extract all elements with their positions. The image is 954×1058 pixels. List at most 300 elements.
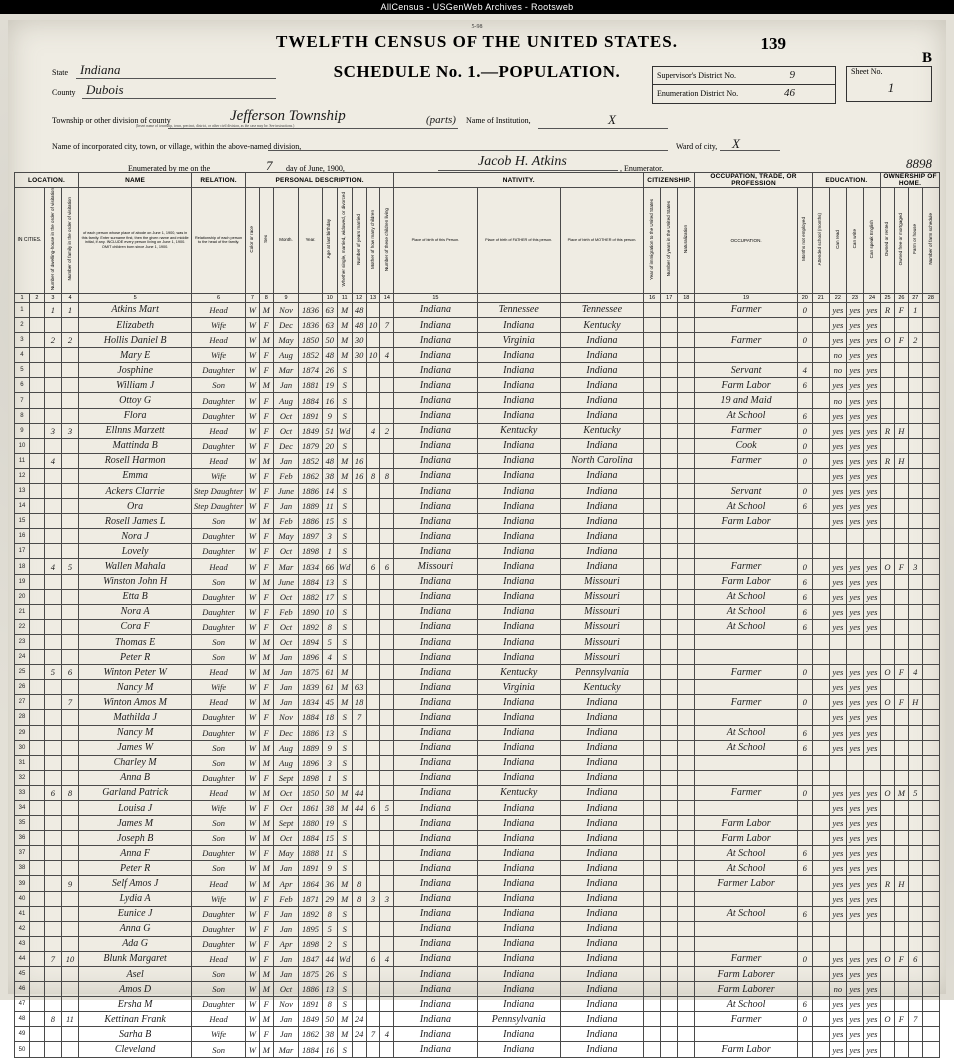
- column-number: 25: [881, 293, 895, 302]
- line-number: 50: [15, 1042, 30, 1057]
- farm-or-house: [908, 725, 922, 740]
- dwelling-number: [44, 529, 61, 544]
- children-born: [366, 982, 380, 997]
- line-number: 10: [15, 438, 30, 453]
- can-read: [829, 544, 846, 559]
- can-write: yes: [846, 906, 863, 921]
- birthplace-mother: Indiana: [560, 785, 643, 800]
- relationship: Son: [192, 514, 246, 529]
- birthplace-father: Indiana: [477, 499, 560, 514]
- can-read: yes: [829, 665, 846, 680]
- race: W: [245, 604, 259, 619]
- year-immigration: [644, 770, 661, 785]
- children-born: [366, 574, 380, 589]
- owned-rented: [881, 906, 895, 921]
- occupation: Farm Laborer: [695, 982, 797, 997]
- relationship: Daughter: [192, 393, 246, 408]
- birthplace-mother: Indiana: [560, 514, 643, 529]
- year-immigration: [644, 846, 661, 861]
- birth-year: 1850: [299, 333, 322, 348]
- can-write: yes: [846, 333, 863, 348]
- birthplace-mother: Indiana: [560, 891, 643, 906]
- birth-year: 1898: [299, 544, 322, 559]
- person-name: Emma: [79, 468, 192, 483]
- county-rule: [82, 98, 276, 99]
- months-not-employed: [797, 634, 812, 649]
- birthplace-mother: Indiana: [560, 936, 643, 951]
- dwelling-number: 7: [44, 951, 61, 966]
- years-in-us: [661, 740, 678, 755]
- years-in-us: [661, 785, 678, 800]
- can-read: yes: [829, 1027, 846, 1042]
- birthplace-mother: Kentucky: [560, 680, 643, 695]
- can-speak-english: [863, 936, 880, 951]
- person-name: Peter R: [79, 861, 192, 876]
- birth-month: Mar: [273, 559, 299, 574]
- can-write: yes: [846, 710, 863, 725]
- years-married: 44: [352, 800, 366, 815]
- race: W: [245, 438, 259, 453]
- dwelling-number: [44, 378, 61, 393]
- children-living: [380, 589, 394, 604]
- owned-rented: [881, 1027, 895, 1042]
- enumerator-name: Jacob H. Atkins: [478, 154, 567, 169]
- house-number: [29, 634, 44, 649]
- year-immigration: [644, 634, 661, 649]
- birth-year: 1884: [299, 393, 322, 408]
- dwelling-number: 8: [44, 1012, 61, 1027]
- year-immigration: [644, 785, 661, 800]
- naturalization: [678, 891, 695, 906]
- owned-rented: R: [881, 423, 895, 438]
- relationship: Daughter: [192, 589, 246, 604]
- owned-free-mortgaged: M: [894, 785, 908, 800]
- years-in-us: [661, 619, 678, 634]
- relationship: Son: [192, 861, 246, 876]
- owned-free-mortgaged: [894, 619, 908, 634]
- months-school: [812, 816, 829, 831]
- birthplace-father: Indiana: [477, 846, 560, 861]
- occupation: [695, 710, 797, 725]
- owned-free-mortgaged: [894, 831, 908, 846]
- family-number: [61, 468, 78, 483]
- farm-schedule-number: [922, 499, 939, 514]
- farm-or-house: [908, 604, 922, 619]
- sex: M: [259, 650, 273, 665]
- sex: F: [259, 846, 273, 861]
- age: 1: [322, 770, 337, 785]
- children-born: [366, 393, 380, 408]
- months-school: [812, 393, 829, 408]
- relationship: Son: [192, 1042, 246, 1057]
- sub-attended-school: Attended school (months): [812, 188, 829, 294]
- months-school: [812, 921, 829, 936]
- birth-year: 1862: [299, 1027, 322, 1042]
- years-married: [352, 816, 366, 831]
- institution-label: Name of Institution,: [466, 116, 531, 125]
- birth-year: 1879: [299, 438, 322, 453]
- family-number: 8: [61, 785, 78, 800]
- age: 4: [322, 650, 337, 665]
- years-in-us: [661, 378, 678, 393]
- person-name: Ada G: [79, 936, 192, 951]
- naturalization: [678, 680, 695, 695]
- dwelling-number: [44, 619, 61, 634]
- age: 13: [322, 574, 337, 589]
- owned-free-mortgaged: [894, 1027, 908, 1042]
- table-row: [15, 816, 940, 831]
- birthplace-mother: Missouri: [560, 574, 643, 589]
- age: 19: [322, 816, 337, 831]
- line-number: 36: [15, 831, 30, 846]
- can-read: yes: [829, 438, 846, 453]
- table-row: [15, 936, 940, 951]
- form-title: TWELFTH CENSUS OF THE UNITED STATES.: [276, 32, 678, 51]
- birthplace-person: Indiana: [394, 680, 477, 695]
- children-born: [366, 1012, 380, 1027]
- age: 8: [322, 619, 337, 634]
- house-number: [29, 831, 44, 846]
- naturalization: [678, 861, 695, 876]
- farm-schedule-number: [922, 393, 939, 408]
- age: 11: [322, 499, 337, 514]
- birthplace-mother: Indiana: [560, 967, 643, 982]
- occupation: Farmer: [695, 785, 797, 800]
- sub-can-read: Can read: [829, 188, 846, 294]
- birthplace-mother: Indiana: [560, 378, 643, 393]
- family-number: [61, 348, 78, 363]
- occupation: Farmer: [695, 302, 797, 317]
- farm-schedule-number: [922, 1027, 939, 1042]
- months-school: [812, 574, 829, 589]
- relationship: Wife: [192, 1027, 246, 1042]
- can-write: yes: [846, 559, 863, 574]
- line-number: 2: [15, 317, 30, 332]
- can-write: yes: [846, 861, 863, 876]
- birth-year: 1898: [299, 936, 322, 951]
- owned-free-mortgaged: [894, 484, 908, 499]
- owned-free-mortgaged: [894, 499, 908, 514]
- race: W: [245, 453, 259, 468]
- months-not-employed: 0: [797, 1012, 812, 1027]
- birth-month: Nov: [273, 997, 299, 1012]
- years-married: 24: [352, 1027, 366, 1042]
- enumerated-day: 7: [266, 158, 273, 173]
- race: W: [245, 484, 259, 499]
- can-write: yes: [846, 785, 863, 800]
- can-write: yes: [846, 619, 863, 634]
- birthplace-mother: Indiana: [560, 710, 643, 725]
- birthplace-father: Indiana: [477, 770, 560, 785]
- person-name: Atkins Mart: [79, 302, 192, 317]
- children-born: [366, 589, 380, 604]
- family-number: 7: [61, 695, 78, 710]
- family-number: [61, 529, 78, 544]
- sex: M: [259, 514, 273, 529]
- relationship: Head: [192, 951, 246, 966]
- can-speak-english: yes: [863, 604, 880, 619]
- months-school: [812, 453, 829, 468]
- person-name: Rosell James L: [79, 514, 192, 529]
- birth-year: 1884: [299, 1042, 322, 1057]
- years-married: [352, 725, 366, 740]
- naturalization: [678, 665, 695, 680]
- family-number: [61, 680, 78, 695]
- years-in-us: [661, 846, 678, 861]
- birth-year: 1882: [299, 589, 322, 604]
- year-immigration: [644, 438, 661, 453]
- can-write: yes: [846, 816, 863, 831]
- farm-schedule-number: [922, 302, 939, 317]
- age: 9: [322, 861, 337, 876]
- years-married: 30: [352, 333, 366, 348]
- can-write: yes: [846, 438, 863, 453]
- age: 48: [322, 348, 337, 363]
- naturalization: [678, 906, 695, 921]
- can-read: yes: [829, 317, 846, 332]
- occupation: [695, 348, 797, 363]
- owned-free-mortgaged: H: [894, 876, 908, 891]
- group-nativity: NATIVITY.: [394, 173, 644, 188]
- children-living: [380, 529, 394, 544]
- birthplace-father: Indiana: [477, 634, 560, 649]
- occupation: Farmer: [695, 453, 797, 468]
- birth-year: 1886: [299, 514, 322, 529]
- sex: M: [259, 876, 273, 891]
- months-school: [812, 408, 829, 423]
- race: W: [245, 514, 259, 529]
- birthplace-person: Indiana: [394, 725, 477, 740]
- can-speak-english: [863, 634, 880, 649]
- house-number: [29, 378, 44, 393]
- person-name: Cleveland: [79, 1042, 192, 1057]
- owned-free-mortgaged: [894, 861, 908, 876]
- year-immigration: [644, 982, 661, 997]
- children-born: 6: [366, 559, 380, 574]
- farm-schedule-number: [922, 710, 939, 725]
- children-living: [380, 710, 394, 725]
- can-write: yes: [846, 499, 863, 514]
- person-name: James M: [79, 816, 192, 831]
- house-number: [29, 514, 44, 529]
- sub-birth-month: Month.: [273, 188, 299, 294]
- race: W: [245, 378, 259, 393]
- house-number: [29, 604, 44, 619]
- can-write: yes: [846, 982, 863, 997]
- race: W: [245, 423, 259, 438]
- children-living: [380, 997, 394, 1012]
- family-number: 5: [61, 559, 78, 574]
- birthplace-person: Indiana: [394, 997, 477, 1012]
- birthplace-person: Indiana: [394, 650, 477, 665]
- months-school: [812, 317, 829, 332]
- birthplace-mother: Indiana: [560, 997, 643, 1012]
- children-born: [366, 544, 380, 559]
- column-number: 23: [846, 293, 863, 302]
- race: W: [245, 544, 259, 559]
- form-code: 5-98: [471, 24, 483, 30]
- line-number: 5: [15, 363, 30, 378]
- years-in-us: [661, 604, 678, 619]
- dwelling-number: [44, 348, 61, 363]
- can-write: yes: [846, 1042, 863, 1057]
- marital-status: S: [337, 921, 352, 936]
- can-write: yes: [846, 423, 863, 438]
- owned-rented: [881, 408, 895, 423]
- year-immigration: [644, 393, 661, 408]
- occupation: Servant: [695, 363, 797, 378]
- years-in-us: [661, 816, 678, 831]
- years-married: [352, 393, 366, 408]
- owned-free-mortgaged: [894, 604, 908, 619]
- farm-or-house: [908, 680, 922, 695]
- farm-schedule-number: [922, 408, 939, 423]
- farm-schedule-number: [922, 544, 939, 559]
- house-number: [29, 363, 44, 378]
- can-read: yes: [829, 906, 846, 921]
- dwelling-number: [44, 393, 61, 408]
- children-living: [380, 604, 394, 619]
- column-number: 16: [644, 293, 661, 302]
- owned-free-mortgaged: [894, 680, 908, 695]
- house-number: [29, 997, 44, 1012]
- race: W: [245, 846, 259, 861]
- months-school: [812, 604, 829, 619]
- owned-free-mortgaged: [894, 348, 908, 363]
- dwelling-number: [44, 317, 61, 332]
- farm-or-house: [908, 378, 922, 393]
- naturalization: [678, 816, 695, 831]
- marital-status: S: [337, 1042, 352, 1057]
- year-immigration: [644, 589, 661, 604]
- birthplace-father: Indiana: [477, 755, 560, 770]
- can-write: yes: [846, 831, 863, 846]
- birth-month: Nov: [273, 710, 299, 725]
- children-born: [366, 484, 380, 499]
- age: 61: [322, 665, 337, 680]
- owned-rented: [881, 604, 895, 619]
- institution-rule: [538, 128, 668, 129]
- birthplace-person: Indiana: [394, 921, 477, 936]
- children-born: [366, 333, 380, 348]
- birth-month: Jan: [273, 499, 299, 514]
- farm-or-house: [908, 423, 922, 438]
- person-name: Ora: [79, 499, 192, 514]
- birthplace-mother: Indiana: [560, 982, 643, 997]
- birthplace-father: Indiana: [477, 317, 560, 332]
- dwelling-number: [44, 710, 61, 725]
- marital-status: S: [337, 755, 352, 770]
- months-school: [812, 665, 829, 680]
- birthplace-person: Indiana: [394, 800, 477, 815]
- sex: M: [259, 453, 273, 468]
- farm-schedule-number: [922, 725, 939, 740]
- column-number: 18: [678, 293, 695, 302]
- years-married: 30: [352, 348, 366, 363]
- line-number: 23: [15, 634, 30, 649]
- race: W: [245, 831, 259, 846]
- dwelling-number: [44, 468, 61, 483]
- race: W: [245, 317, 259, 332]
- birth-month: Sept: [273, 816, 299, 831]
- person-name: Asel: [79, 967, 192, 982]
- farm-or-house: [908, 619, 922, 634]
- naturalization: [678, 499, 695, 514]
- column-number: [560, 293, 643, 302]
- family-number: [61, 921, 78, 936]
- marital-status: S: [337, 544, 352, 559]
- marital-status: M: [337, 695, 352, 710]
- owned-free-mortgaged: [894, 408, 908, 423]
- can-read: [829, 921, 846, 936]
- occupation: [695, 529, 797, 544]
- year-immigration: [644, 936, 661, 951]
- sub-year-immigration: Year of immigration to the United States: [644, 188, 661, 294]
- months-not-employed: 0: [797, 695, 812, 710]
- family-number: 11: [61, 1012, 78, 1027]
- age: 45: [322, 695, 337, 710]
- birth-month: Feb: [273, 604, 299, 619]
- years-in-us: [661, 423, 678, 438]
- farm-or-house: [908, 876, 922, 891]
- occupation: At School: [695, 740, 797, 755]
- can-write: yes: [846, 574, 863, 589]
- owned-rented: [881, 967, 895, 982]
- owned-rented: [881, 378, 895, 393]
- can-speak-english: yes: [863, 408, 880, 423]
- table-row: [15, 1012, 940, 1027]
- months-not-employed: 6: [797, 725, 812, 740]
- years-married: [352, 997, 366, 1012]
- can-read: yes: [829, 1012, 846, 1027]
- line-number: 18: [15, 559, 30, 574]
- person-name: Etta B: [79, 589, 192, 604]
- months-school: [812, 1042, 829, 1057]
- birthplace-person: Indiana: [394, 363, 477, 378]
- race: W: [245, 770, 259, 785]
- family-number: [61, 997, 78, 1012]
- race: W: [245, 589, 259, 604]
- family-number: [61, 816, 78, 831]
- farm-schedule-number: [922, 876, 939, 891]
- relationship: Head: [192, 785, 246, 800]
- group-citizenship: CITIZENSHIP.: [644, 173, 695, 188]
- owned-free-mortgaged: H: [894, 423, 908, 438]
- children-living: [380, 544, 394, 559]
- family-number: [61, 378, 78, 393]
- person-name: Nancy M: [79, 680, 192, 695]
- birthplace-father: Indiana: [477, 951, 560, 966]
- birthplace-person: Indiana: [394, 665, 477, 680]
- column-number: [299, 293, 322, 302]
- sub-birthplace-person: Place of birth of this Person.: [394, 188, 477, 294]
- relationship: Head: [192, 665, 246, 680]
- birth-year: 1852: [299, 453, 322, 468]
- birthplace-mother: Tennessee: [560, 302, 643, 317]
- owned-free-mortgaged: [894, 921, 908, 936]
- can-read: [829, 634, 846, 649]
- family-number: [61, 574, 78, 589]
- months-school: [812, 650, 829, 665]
- person-name: Louisa J: [79, 800, 192, 815]
- sub-race: Color or race: [245, 188, 259, 294]
- can-speak-english: yes: [863, 453, 880, 468]
- marital-status: M: [337, 453, 352, 468]
- family-number: [61, 936, 78, 951]
- months-school: [812, 1012, 829, 1027]
- farm-or-house: [908, 529, 922, 544]
- occupation: Farmer Labor: [695, 876, 797, 891]
